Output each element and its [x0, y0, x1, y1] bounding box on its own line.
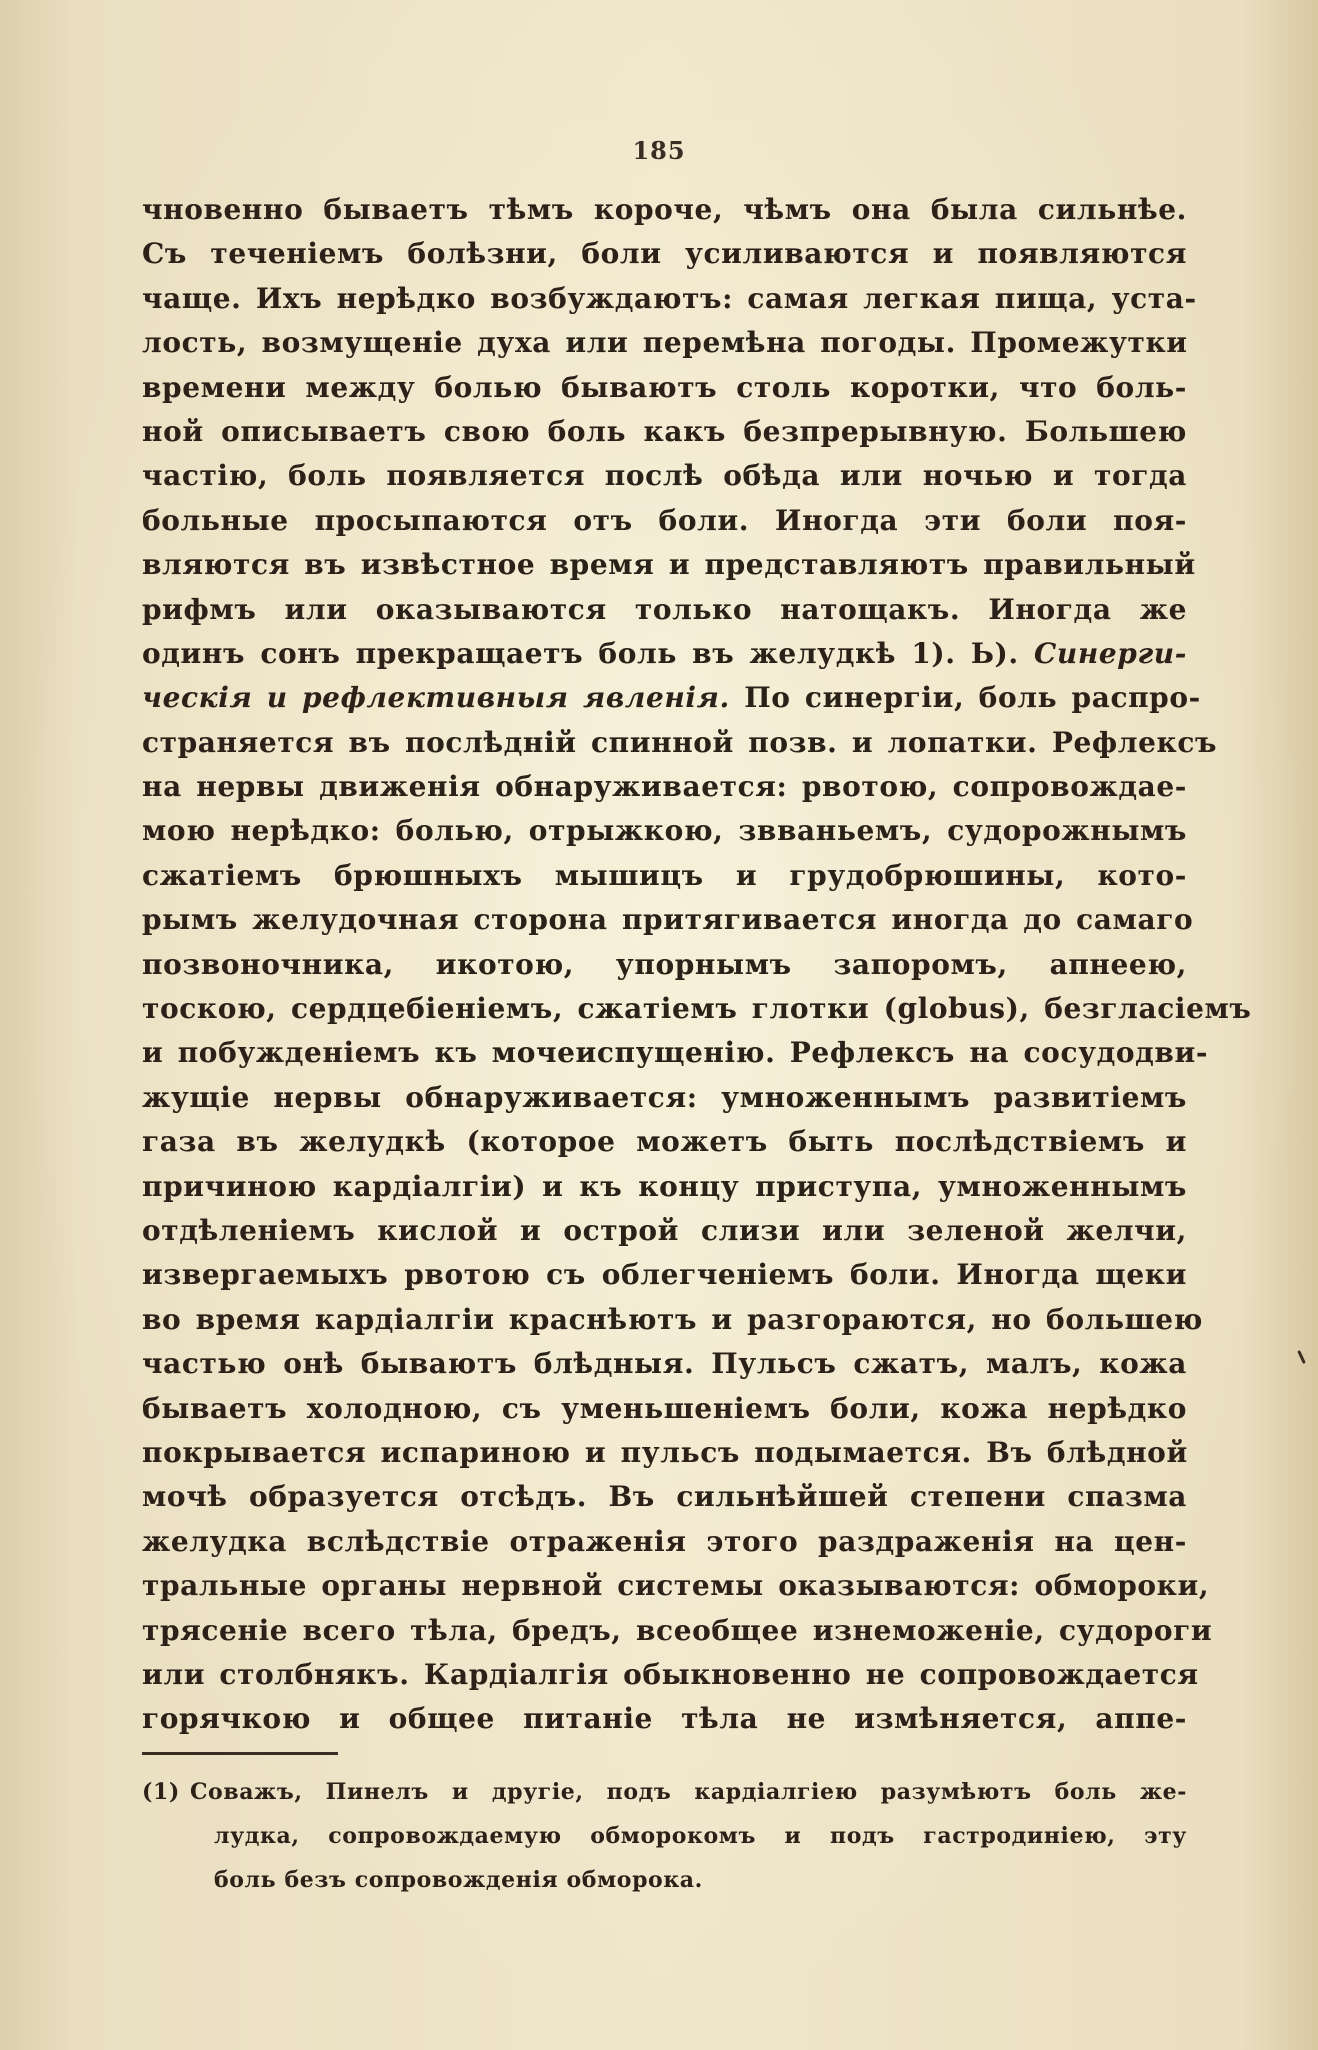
- text-line: [142, 676, 1201, 720]
- text-line: отдѣленіемъ кислой и острой слизи или зеленой желчи,: [142, 1213, 1187, 1247]
- text-line: мою нерѣдко: болью, отрыжкою, звваньемъ, судорожнымъ: [142, 814, 1187, 848]
- text-line: газа въ желудкѣ (которое можетъ быть послѣдствіемъ и: [142, 1125, 1187, 1159]
- text-segment: По синергіи, боль распро-: [744, 681, 1201, 715]
- text-line: бываетъ холодною, съ уменьшеніемъ боли, кожа нерѣдко: [142, 1391, 1187, 1425]
- text-line: лость, возмущеніе духа или перемѣна погоды. Промежутки: [142, 326, 1188, 360]
- text-line: рымъ желудочная сторона притягивается иногда до самаго: [142, 903, 1194, 937]
- text-line: причиною кардіалгіи) и къ концу приступа, умноженнымъ: [142, 1169, 1187, 1203]
- text-line: Съ теченіемъ болѣзни, боли усиливаются и появляются: [142, 237, 1187, 271]
- text-segment: одинъ сонъ прекращаетъ боль въ желудкѣ 1). Ь).: [142, 636, 1019, 670]
- footnote-line: лудка, сопровождаемую обморокомъ и подъ гастродиніею, эту: [214, 1823, 1187, 1849]
- footnote-text: Соважъ, Пинелъ и другіе, подъ кардіалгіею разумѣютъ боль же-: [189, 1779, 1187, 1805]
- footnote-block: [142, 1770, 1187, 1902]
- text-line: трясеніе всего тѣла, бредъ, всеобщее изнеможеніе, судороги: [142, 1613, 1213, 1647]
- text-line: тральные органы нервной системы оказываются: обмороки,: [142, 1569, 1210, 1603]
- footnote-line: боль безъ сопровожденія обморока.: [214, 1867, 703, 1893]
- text-line: горячкою и общее питаніе тѣла не измѣняется, аппе-: [142, 1702, 1187, 1736]
- text-line: жущіе нервы обнаруживается: умноженнымъ развитіемъ: [142, 1080, 1187, 1114]
- text-line: или столбнякъ. Кардіалгія обыкновенно не сопровождается: [142, 1657, 1199, 1691]
- text-line: частію, боль появляется послѣ обѣда или ночью и тогда: [142, 459, 1187, 493]
- text-line: чаще. Ихъ нерѣдко возбуждаютъ: самая легкая пища, уста-: [142, 281, 1197, 315]
- text-line: сжатіемъ брюшныхъ мышицъ и грудобрюшины, кото-: [142, 858, 1187, 892]
- text-line: ной описываетъ свою боль какъ безпрерывную. Большею: [142, 414, 1187, 448]
- text-line: позвоночника, икотою, упорнымъ запоромъ, апнеею,: [142, 947, 1187, 981]
- margin-mark: [1297, 1350, 1306, 1364]
- text-line: частью онѣ бываютъ блѣдныя. Пульсъ сжатъ, малъ, кожа: [142, 1347, 1187, 1381]
- text-line: чновенно бываетъ тѣмъ короче, чѣмъ она была сильнѣе.: [142, 193, 1187, 226]
- text-line: во время кардіалгіи краснѣютъ и разгораются, но большею: [142, 1302, 1203, 1336]
- text-line: и побужденіемъ къ мочеиспущенію. Рефлексъ на сосудодви-: [142, 1036, 1209, 1070]
- text-line: тоскою, сердцебіеніемъ, сжатіемъ глотки (globus), безгласіемъ: [142, 992, 1252, 1026]
- text-line: на нервы движенія обнаруживается: рвотою, сопровождае-: [142, 770, 1187, 804]
- text-line: мочѣ образуется отсѣдъ. Въ сильнѣйшей степени спазма: [142, 1480, 1187, 1514]
- italic-heading-segment: Синерги-: [1034, 636, 1187, 670]
- text-line: больные просыпаются отъ боли. Иногда эти боли поя-: [142, 503, 1187, 537]
- footnote-marker: (1): [142, 1779, 180, 1805]
- text-line: [142, 632, 1187, 676]
- page-number: 185: [632, 136, 686, 165]
- text-line: желудка вслѣдствіе отраженія этого раздраженія на цен-: [142, 1524, 1187, 1558]
- text-line: вляются въ извѣстное время и представляютъ правильный: [142, 548, 1196, 582]
- italic-heading-segment: ческія и рефлективныя явленія.: [142, 681, 730, 715]
- footnote-line: [142, 1770, 1187, 1814]
- main-text-block: [142, 188, 1252, 1742]
- text-line: извергаемыхъ рвотою съ облегченіемъ боли. Иногда щеки: [142, 1258, 1187, 1292]
- footnote-divider: [142, 1752, 338, 1755]
- text-line: покрывается испариною и пульсъ подымается. Въ блѣдной: [142, 1435, 1188, 1469]
- text-line: страняется въ послѣдній спинной позв. и лопатки. Рефлексъ: [142, 725, 1218, 759]
- text-line: рифмъ или оказываются только натощакъ. Иногда же: [142, 592, 1187, 626]
- text-line: времени между болью бываютъ столь коротки, что боль-: [142, 370, 1187, 404]
